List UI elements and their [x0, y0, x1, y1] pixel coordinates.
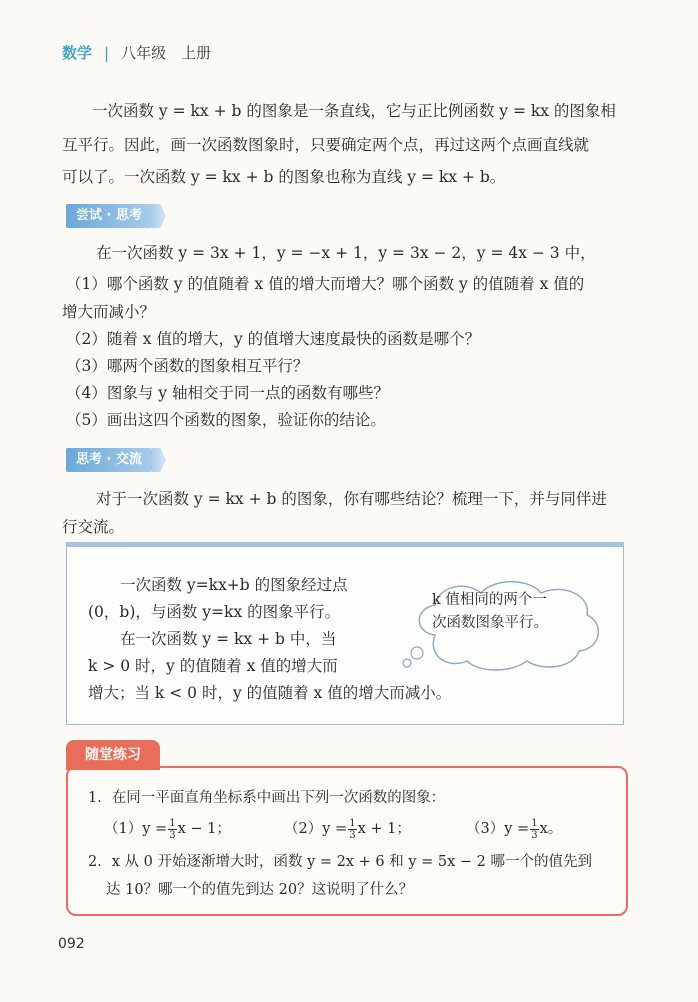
item-3-prefix: （3）y = — [466, 821, 530, 837]
try-think-lead: 在一次函数 y = 3x + 1，y = −x + 1，y = 3x − 2，y = 4x − 3 中， — [96, 244, 596, 262]
exercise-1-item-3 — [466, 812, 562, 846]
fraction-one-third — [530, 818, 538, 841]
exercise-2-line-2: 达 10？哪一个的值先到达 20？这说明了什么？ — [106, 882, 414, 898]
subject-label: 数学 — [62, 44, 93, 62]
summary-box-topbar — [66, 542, 624, 547]
grade-label: 八年级 上册 — [121, 44, 212, 62]
item-1-suffix: x − 1； — [177, 821, 231, 837]
item-1-prefix: （1）y = — [104, 821, 168, 837]
question-2: （2）随着 x 值的增大，y 的值增大速度最快的函数是哪个？ — [66, 330, 481, 348]
item-3-suffix: x。 — [539, 821, 563, 837]
frac-den: 3 — [531, 829, 538, 841]
header-separator: | — [104, 43, 110, 62]
try-think-tag: 尝试 · 思考 — [66, 204, 152, 228]
question-5: （5）画出这四个函数的图象，验证你的结论。 — [66, 411, 386, 429]
cloud-line-2: 次函数图象平行。 — [432, 615, 548, 631]
intro-line-3: 可以了。一次函数 y = kx + b 的图象也称为直线 y = kx + b。 — [62, 168, 506, 186]
question-1b: 增大而减小？ — [62, 303, 156, 321]
exercise-tag: 随堂练习 — [66, 740, 160, 770]
summary-line-5: 增大；当 k < 0 时，y 的值随着 x 值的增大而减小。 — [88, 684, 452, 702]
cloud-line-1: k 值相同的两个一 — [432, 592, 547, 608]
summary-line-1: 一次函数 y=kx+b 的图象经过点 — [120, 576, 348, 594]
frac-den: 3 — [169, 829, 176, 841]
page-header — [62, 42, 211, 63]
exercise-1-item-2 — [284, 812, 411, 846]
summary-line-2: (0，b)，与函数 y=kx 的图象平行。 — [88, 603, 341, 621]
think-exchange-line-2: 行交流。 — [62, 518, 125, 536]
think-exchange-line-1: 对于一次函数 y = kx + b 的图象，你有哪些结论？梳理一下，并与同伴进 — [96, 490, 607, 508]
summary-line-3: 在一次函数 y = kx + b 中，当 — [120, 630, 337, 648]
item-2-prefix: （2）y = — [284, 821, 348, 837]
exercise-2-line-1: 2．x 从 0 开始逐渐增大时，函数 y = 2x + 6 和 y = 5x − 2 哪一个的值先到 — [88, 854, 593, 870]
intro-line-2: 互平行。因此，画一次函数图象时，只要确定两个点，再过这两个点画直线就 — [62, 136, 590, 154]
question-3: （3）哪两个函数的图象相互平行？ — [66, 357, 309, 375]
frac-num: 1 — [349, 817, 356, 829]
frac-den: 3 — [349, 829, 356, 841]
exercise-1-prompt: 1．在同一平面直角坐标系中画出下列一次函数的图象： — [88, 790, 446, 806]
exercise-1-item-1 — [104, 812, 231, 846]
page-number: 092 — [58, 936, 85, 952]
think-exchange-tag: 思考 · 交流 — [66, 448, 152, 472]
frac-num: 1 — [531, 817, 538, 829]
fraction-one-third — [168, 818, 176, 841]
fraction-one-third — [348, 818, 356, 841]
question-4: （4）图象与 y 轴相交于同一点的函数有哪些？ — [66, 384, 389, 402]
frac-num: 1 — [169, 817, 176, 829]
question-1a: （1）哪个函数 y 的值随着 x 值的增大而增大？哪个函数 y 的值随着 x 值的 — [66, 275, 585, 293]
item-2-suffix: x + 1； — [357, 821, 411, 837]
intro-line-1: 一次函数 y = kx + b 的图象是一条直线，它与正比例函数 y = kx 的图象相 — [92, 102, 616, 120]
summary-line-4: k > 0 时，y 的值随着 x 值的增大而 — [88, 657, 338, 675]
